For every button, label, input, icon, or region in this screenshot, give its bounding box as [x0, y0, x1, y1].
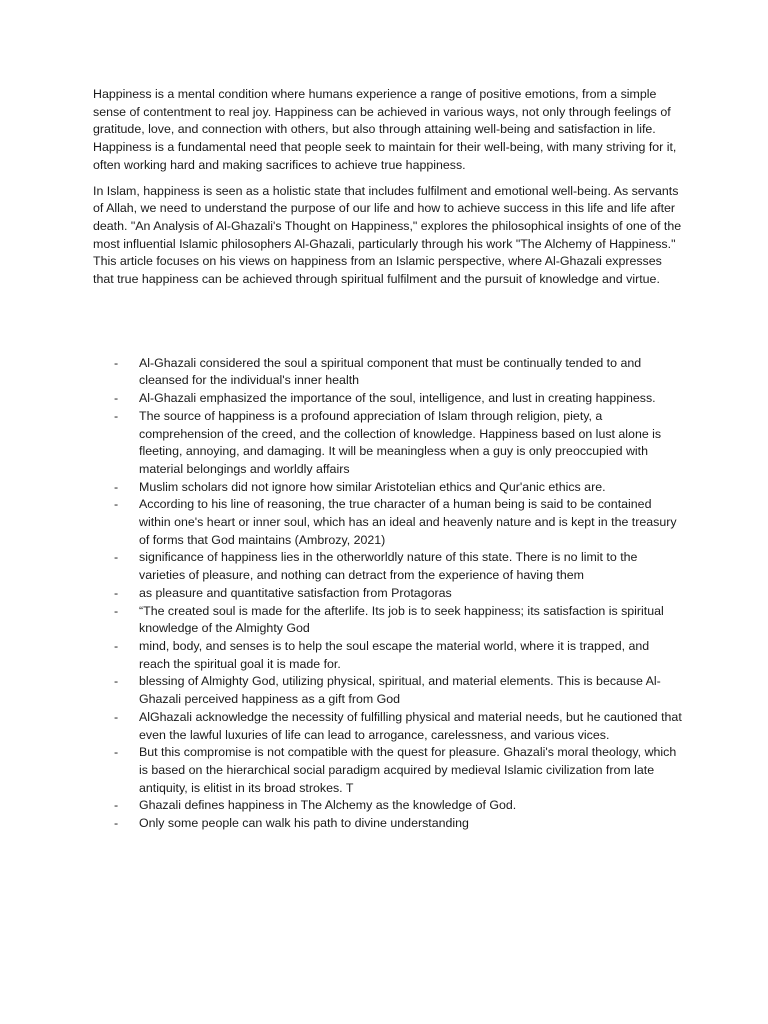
bullet-dash: -	[114, 745, 119, 760]
bullet-dash: -	[114, 674, 119, 689]
list-item	[93, 815, 683, 833]
list-item-text: mind, body, and senses is to help the soul escape the material world, where it is trapped, and reach the spiritual goal it is made for.	[139, 638, 650, 671]
bullet-dash: -	[114, 798, 119, 813]
list-item	[93, 797, 683, 815]
list-item	[93, 549, 683, 584]
bullet-dash: -	[114, 355, 119, 370]
islam-paragraph: In Islam, happiness is seen as a holistic state that includes fulfilment and emotional well-being. As servants of Allah, we need to understand the purpose of our life and how to achieve success in this life and life after death. "An Analysis of Al-Ghazali's Thought on Happiness," explores the philosophical insights of one of the most influential Islamic philosophers Al-Ghazali, particularly through his work "The Alchemy of Happiness." This article focuses on his views on happiness from an Islamic perspective, where Al-Ghazali expresses that true happiness can be achieved through spiritual fulfilment and the pursuit of knowledge and virtue.	[93, 183, 682, 287]
bullet-dash: -	[114, 709, 119, 724]
list-item	[93, 744, 683, 797]
list-item-text: blessing of Almighty God, utilizing physical, spiritual, and material elements. This is because Al-Ghazali perceived happiness as a gift from God	[139, 674, 661, 707]
list-item	[93, 638, 683, 673]
list-item-text: Muslim scholars did not ignore how similar Aristotelian ethics and Qur'anic ethics are.	[139, 479, 606, 494]
list-item-text: Ghazali defines happiness in The Alchemy as the knowledge of God.	[139, 798, 517, 813]
list-item	[93, 479, 683, 497]
list-item	[93, 673, 683, 708]
list-item-text: Only some people can walk his path to divine understanding	[139, 816, 469, 831]
list-item-text: Al-Ghazali emphasized the importance of the soul, intelligence, and lust in creating happiness.	[139, 391, 656, 406]
bullet-dash: -	[114, 585, 119, 600]
bullet-dash: -	[114, 550, 119, 565]
list-item-text: But this compromise is not compatible with the quest for pleasure. Ghazali's moral theology, which is based on the hierarchical social paradigm acquired by medieval Islamic civilization from late antiquity, is elitist in its broad strokes. T	[139, 745, 677, 795]
document-page	[93, 86, 683, 833]
list-item-text: Al-Ghazali considered the soul a spiritual component that must be continually tended to and cleansed for the individual's inner health	[139, 355, 642, 388]
list-item-text: as pleasure and quantitative satisfaction from Protagoras	[139, 585, 452, 600]
blank-space	[93, 297, 683, 355]
bullet-dash: -	[114, 816, 119, 831]
bullet-dash: -	[114, 603, 119, 618]
list-item-text: According to his line of reasoning, the true character of a human being is said to be contained within one's heart or inner soul, which has an ideal and heavenly nature and is kept in the treasury of forms that God maintains (Ambrozy, 2021)	[139, 497, 677, 547]
bullet-dash: -	[114, 479, 119, 494]
list-item-text: AlGhazali acknowledge the necessity of fulfilling physical and material needs, but he cautioned that even the lawful luxuries of life can lead to arrogance, carelessness, and various vices.	[139, 709, 682, 742]
bullet-dash: -	[114, 638, 119, 653]
list-item	[93, 709, 683, 744]
list-item	[93, 408, 683, 479]
list-item-text: significance of happiness lies in the otherworldly nature of this state. There is no limit to the varieties of pleasure, and nothing can detract from the experience of having them	[139, 550, 638, 583]
list-item	[93, 603, 683, 638]
list-item-text: “The created soul is made for the afterlife. Its job is to seek happiness; its satisfaction is spiritual knowledge of the Almighty God	[139, 603, 664, 636]
list-item	[93, 390, 683, 408]
list-item	[93, 355, 683, 390]
notes-list	[93, 355, 683, 833]
bullet-dash: -	[114, 408, 119, 423]
intro-paragraph: Happiness is a mental condition where humans experience a range of positive emotions, from a simple sense of contentment to real joy. Happiness can be achieved in various ways, not only through feelings of gratitude, love, and connection with others, but also through attaining well-being and satisfaction in life. Happiness is a fundamental need that people seek to maintain for their well-being, with many striving for it, often working hard and making sacrifices to achieve true happiness.	[93, 87, 677, 172]
bullet-dash: -	[114, 497, 119, 512]
list-item	[93, 585, 683, 603]
list-item	[93, 496, 683, 549]
list-item-text: The source of happiness is a profound appreciation of Islam through religion, piety, a comprehension of the creed, and the collection of knowledge. Happiness based on lust alone is fleeting, annoying, and damaging. It will be meaningless when a guy is only preoccupied with material belongings and worldly affairs	[139, 408, 662, 476]
bullet-dash: -	[114, 391, 119, 406]
